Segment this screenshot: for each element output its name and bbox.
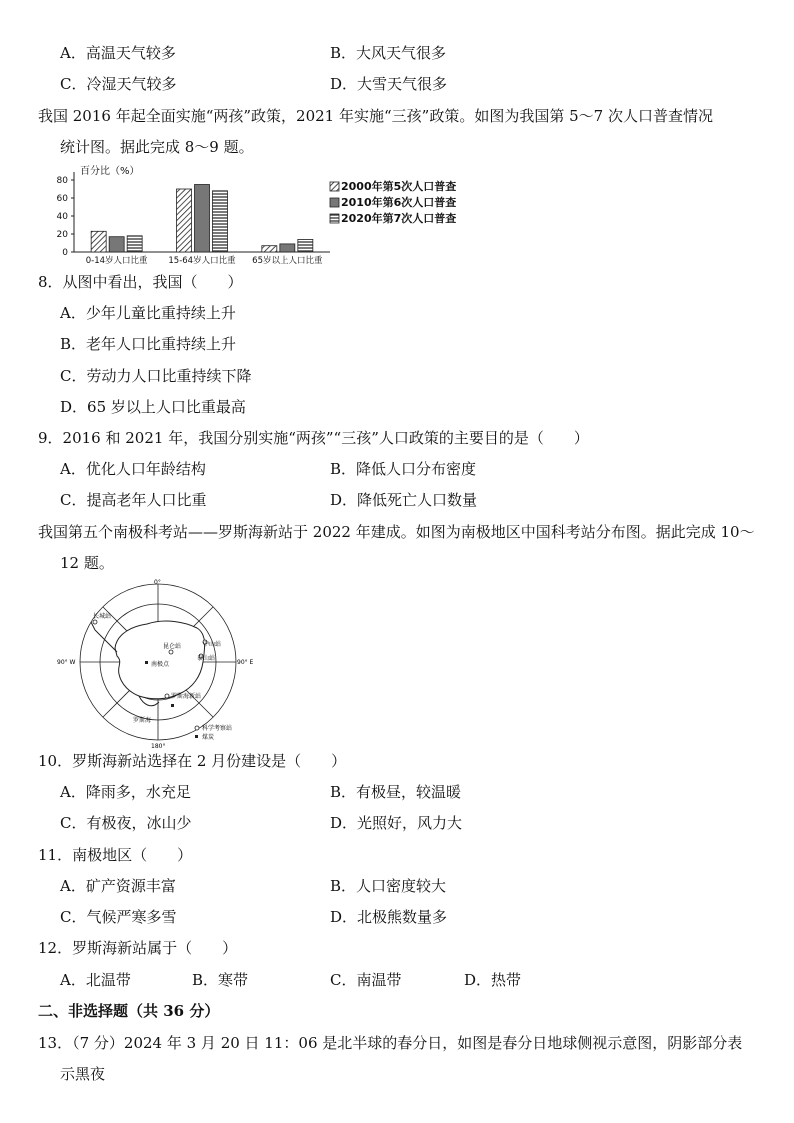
chart-category-label: 15-64岁人口比重 xyxy=(168,256,236,266)
legend-station-label: 科学考察站 xyxy=(202,725,233,732)
south-pole-label: 南极点 xyxy=(151,661,170,668)
q9-option-b: B．降低人口分布密度 xyxy=(330,460,477,478)
q12-option-b: B．寒带 xyxy=(192,971,249,989)
question-13-stem-cont: 示黑夜 xyxy=(60,1065,106,1083)
intro-text: 我国 2016 年起全面实施“两孩”政策，2021 年实施“三孩”政策。如图为我国第 5～7 次人口普查情况 xyxy=(38,107,713,125)
map-label-90w: 90° W xyxy=(57,659,76,666)
chart-bar xyxy=(262,246,277,252)
q10-option-b: B．有极昼，较温暖 xyxy=(330,783,462,801)
q10-option-d: D．光照好，风力大 xyxy=(330,814,463,832)
zhongshan-station-label: 中山站 xyxy=(203,641,222,648)
q9-option-a: A．优化人口年龄结构 xyxy=(60,460,206,478)
chart-legend-swatch xyxy=(330,214,339,223)
q8-option-c: C．劳动力人口比重持续下降 xyxy=(60,367,252,385)
question-8-stem: 8．从图中看出，我国（ ） xyxy=(38,273,243,291)
question-11-stem: 11．南极地区（ ） xyxy=(38,846,193,864)
q12-option-a: A．北温带 xyxy=(60,971,131,989)
chart-y-tick-label: 80 xyxy=(56,176,68,186)
taishan-station-label: 泰山站 xyxy=(197,655,216,662)
q12-option-d: D．热带 xyxy=(464,971,522,989)
question-9-stem: 9．2016 和 2021 年，我国分别实施“两孩”“三孩”人口政策的主要目的是（ ） xyxy=(38,429,589,447)
q8-option-a: A．少年儿童比重持续上升 xyxy=(60,304,236,322)
changcheng-station-label: 长城站 xyxy=(93,613,112,620)
population-bar-chart xyxy=(50,160,490,268)
chart-y-tick-label: 0 xyxy=(62,248,68,258)
luosihai-station-label: 罗斯海新站 xyxy=(171,693,202,700)
question-12-stem: 12．罗斯海新站属于（ ） xyxy=(38,939,238,957)
chart-bar xyxy=(127,236,142,252)
kunlun-station-label: 昆仑站 xyxy=(163,643,182,650)
ross-sea-label: 罗斯海 xyxy=(133,717,152,724)
antarctica-stations-map xyxy=(55,578,270,748)
q10-option-a: A．降雨多，水充足 xyxy=(60,783,191,801)
legend-coal-label: 煤炭 xyxy=(202,734,215,741)
question-13-stem: 13．（7 分）2024 年 3 月 20 日 11：06 是北半球的春分日，如图是春分日地球侧视示意图，阴影部分表 xyxy=(38,1034,743,1052)
chart-category-label: 65岁以上人口比重 xyxy=(252,256,323,266)
map-label-0: 0° xyxy=(154,579,161,586)
chart-ylabel: 百分比（%） xyxy=(80,166,140,177)
chart-bar xyxy=(213,191,228,252)
antarctic-peninsula xyxy=(91,622,117,652)
chart-bar xyxy=(195,185,210,253)
chart-legend-label: 2000年第5次人口普查 xyxy=(341,180,457,193)
map-label-180: 180° xyxy=(151,743,166,748)
chart-y-tick-label: 40 xyxy=(56,212,68,222)
chart-legend-swatch xyxy=(330,182,339,191)
option-b: B．大风天气很多 xyxy=(330,44,447,62)
intro-text: 统计图。据此完成 8～9 题。 xyxy=(60,138,254,156)
option-d: D．大雪天气很多 xyxy=(330,75,448,93)
q9-option-c: C．提高老年人口比重 xyxy=(60,491,207,509)
q12-option-c: C．南温带 xyxy=(330,971,402,989)
q10-option-c: C．有极夜，冰山少 xyxy=(60,814,192,832)
chart-bar xyxy=(109,237,124,252)
chart-bar xyxy=(280,244,295,252)
chart-category-label: 0-14岁人口比重 xyxy=(85,256,148,266)
chart-y-tick-label: 60 xyxy=(56,194,68,204)
section-title: 二、非选择题（共 36 分） xyxy=(38,1002,220,1020)
option-c: C．冷湿天气较多 xyxy=(60,75,177,93)
q8-option-d: D．65 岁以上人口比重最高 xyxy=(60,398,246,416)
option-a: A．高温天气较多 xyxy=(60,44,176,62)
q11-option-c: C．气候严寒多雪 xyxy=(60,908,177,926)
intro-text: 我国第五个南极科考站——罗斯海新站于 2022 年建成。如图为南极地区中国科考站分布图。据此完成 10～ xyxy=(38,523,755,541)
chart-bar xyxy=(177,189,192,252)
intro-text: 12 题。 xyxy=(60,554,114,572)
antarctic-continent xyxy=(115,621,205,699)
chart-bar xyxy=(298,239,313,252)
chart-legend-label: 2020年第7次人口普查 xyxy=(341,212,457,225)
chart-bar xyxy=(91,231,106,252)
q11-option-b: B．人口密度较大 xyxy=(330,877,447,895)
q9-option-d: D．降低死亡人口数量 xyxy=(330,491,478,509)
chart-y-tick-label: 20 xyxy=(56,230,68,240)
q11-option-a: A．矿产资源丰富 xyxy=(60,877,176,895)
q8-option-b: B．老年人口比重持续上升 xyxy=(60,335,237,353)
chart-legend-swatch xyxy=(330,198,339,207)
question-10-stem: 10．罗斯海新站选择在 2 月份建设是（ ） xyxy=(38,752,347,770)
map-label-90e: 90° E xyxy=(237,659,254,666)
chart-legend-label: 2010年第6次人口普查 xyxy=(341,196,457,209)
q11-option-d: D．北极熊数量多 xyxy=(330,908,448,926)
